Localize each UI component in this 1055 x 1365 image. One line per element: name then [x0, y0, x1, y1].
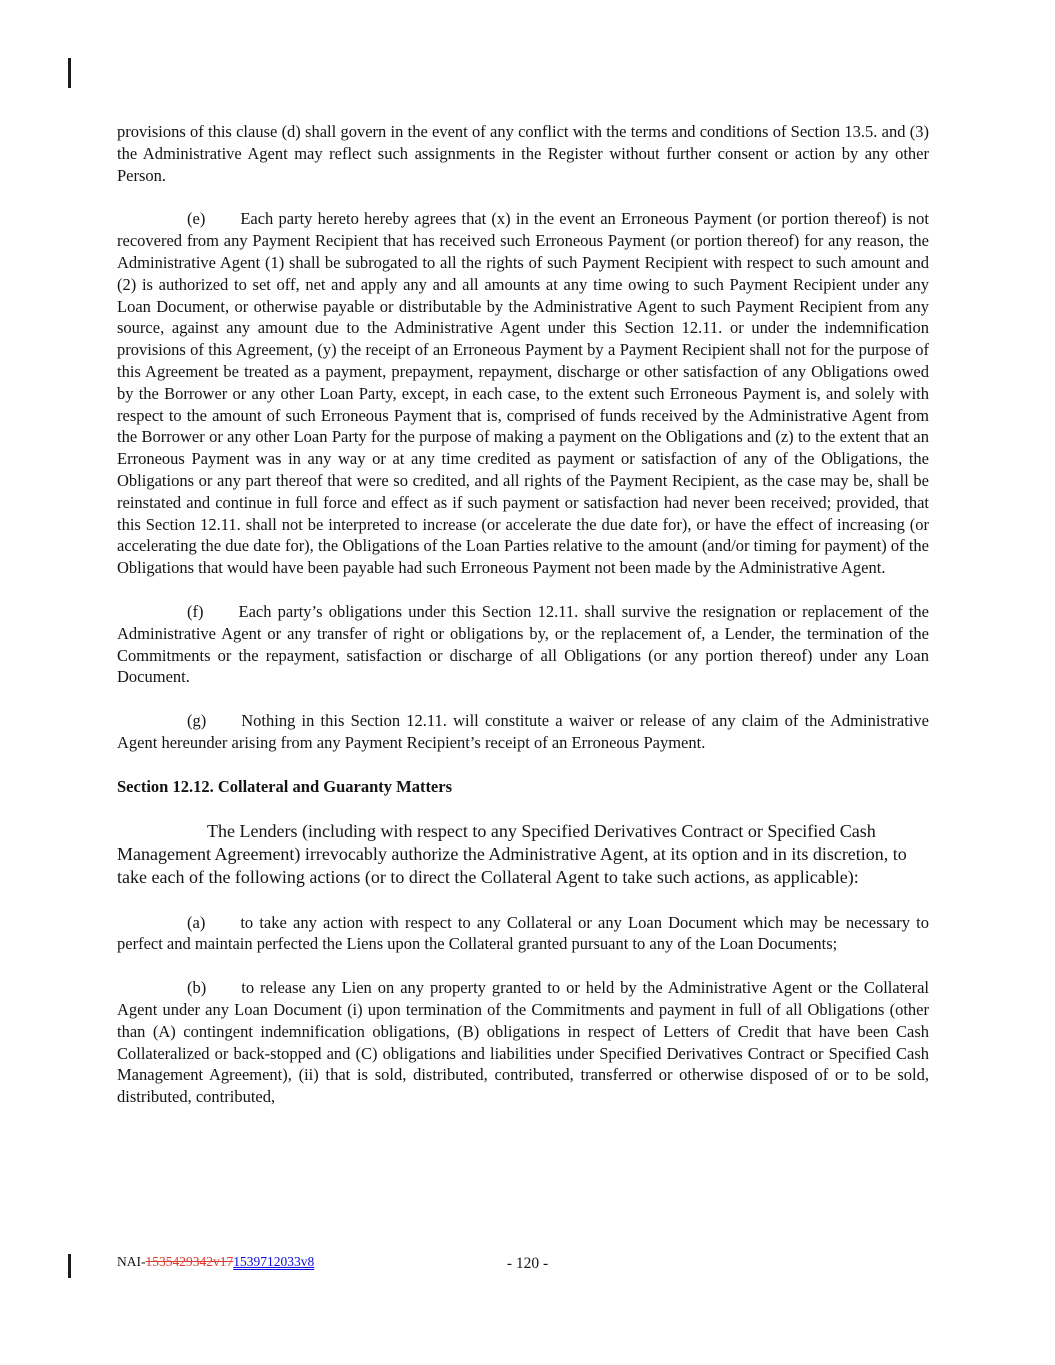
paragraph-lenders-lead: The Lenders (including with respect to any Specified Derivatives Contract or Specified Cash Management Agreement) irrevocably authorize the Administrative Agent, at its option and in its discretion, to take each of the following actions (or to direct the Collateral Agent to take such actions, as applicable):	[117, 820, 907, 887]
page-content	[117, 121, 929, 1130]
paragraph-g	[117, 710, 929, 754]
paragraph-f-text: Each party’s obligations under this Section 12.11. shall survive the resignation or replacement of the Administrative Agent or any transfer of right or obligations by, or the replacement of, a Lender, the termination of the Commitments or the repayment, satisfaction or discharge of all Obligations (or any portion thereof) under any Loan Document.	[117, 601, 929, 687]
footer-doc-id-deleted: 1535429342v17	[145, 1254, 234, 1269]
paragraph-b-label: (b)	[187, 978, 207, 998]
paragraph-e	[117, 208, 929, 579]
footer-doc-id-prefix: NAI-	[117, 1254, 146, 1269]
section-heading: Section 12.12. Collateral and Guaranty Matters	[117, 776, 453, 796]
paragraph-e-label: (e)	[187, 209, 206, 229]
paragraph-f	[117, 601, 929, 688]
change-bar-top	[68, 58, 71, 88]
paragraph-a-label: (a)	[187, 912, 206, 932]
paragraph-g-text: Nothing in this Section 12.11. will constitute a waiver or release of any claim of the Administrative Agent hereunder arising from any Payment Recipient’s receipt of an Erroneous Payment.	[117, 711, 929, 752]
paragraph-f-label: (f)	[187, 601, 204, 621]
page-number: - 120 -	[506, 1255, 549, 1272]
paragraph-continuation: provisions of this clause (d) shall govern in the event of any conflict with the terms and conditions of Section 13.5. and (3) the Administrative Agent may reflect such assignments in the Register without further consent or action by any other Person.	[117, 122, 929, 185]
paragraph-e-text: Each party hereto hereby agrees that (x) in the event an Erroneous Payment (or portion thereof) is not recovered from any Payment Recipient that has received such Erroneous Payment (or portion thereof) for any reason, the Administrative Agent (1) shall be subrogated to all the rights of such Payment Recipient with respect to such amount and (2) is authorized to set off, net and apply any and all amounts at any time owing to such Payment Recipient under any Loan Document, or otherwise payable or distributable by the Administrative Agent to such Payment Recipient from any source, against any amount due to the Administrative Agent under this Section 12.11. or under the indemnification provisions of this Agreement, (y) the receipt of an Erroneous Payment by a Payment Recipient shall not for the purpose of this Agreement be treated as a payment, prepayment, repayment, discharge or other satisfaction of any Obligations owed by the Borrower or any other Loan Party, except, in each case, to the extent such Erroneous Payment is, and solely with respect to the amount of such Erroneous Payment that is, comprised of funds received by the Administrative Agent from the Borrower or any other Loan Party for the purpose of making a payment on the Obligations and (z) to the extent that an Erroneous Payment was in any way or at any time credited as payment or satisfaction of any of the Obligations, the Obligations or any part thereof that were so credited, and all rights of the Payment Recipient, as the case may be, shall be reinstated and continue in full force and effect as if such payment or satisfaction had never been received; provided, that this Section 12.11. shall not be interpreted to increase (or accelerate the due date for), or have the effect of increasing (or accelerating the due date for), the Obligations of the Loan Parties relative to the amount (and/or timing for payment) of the Obligations that would have been payable had such Erroneous Payment not been made by the Administrative Agent.	[117, 209, 929, 578]
paragraph-a-text: to take any action with respect to any Collateral or any Loan Document which may be necessary to perfect and maintain perfected the Liens upon the Collateral granted pursuant to any of the Loan Documents;	[117, 912, 929, 954]
change-bar-bottom	[68, 1254, 71, 1278]
paragraph-a	[117, 912, 929, 956]
footer-doc-id-inserted: 1539712033v8	[233, 1254, 315, 1269]
paragraph-b-text: to release any Lien on any property granted to or held by the Administrative Agent or the Collateral Agent under any Loan Document (i) upon termination of the Commitments and payment in full of all Obligations (other than (A) contingent indemnification obligations, (B) obligations in respect of Letters of Credit that have been Cash Collateralized or back-stopped and (C) obligations and liabilities under Specified Derivatives Contract or Specified Cash Management Agreement), (ii) that is sold, distributed, contributed, transferred or otherwise disposed of or to be sold, distributed, contributed,	[117, 978, 929, 1107]
paragraph-g-label: (g)	[187, 711, 207, 731]
paragraph-b	[117, 977, 929, 1108]
